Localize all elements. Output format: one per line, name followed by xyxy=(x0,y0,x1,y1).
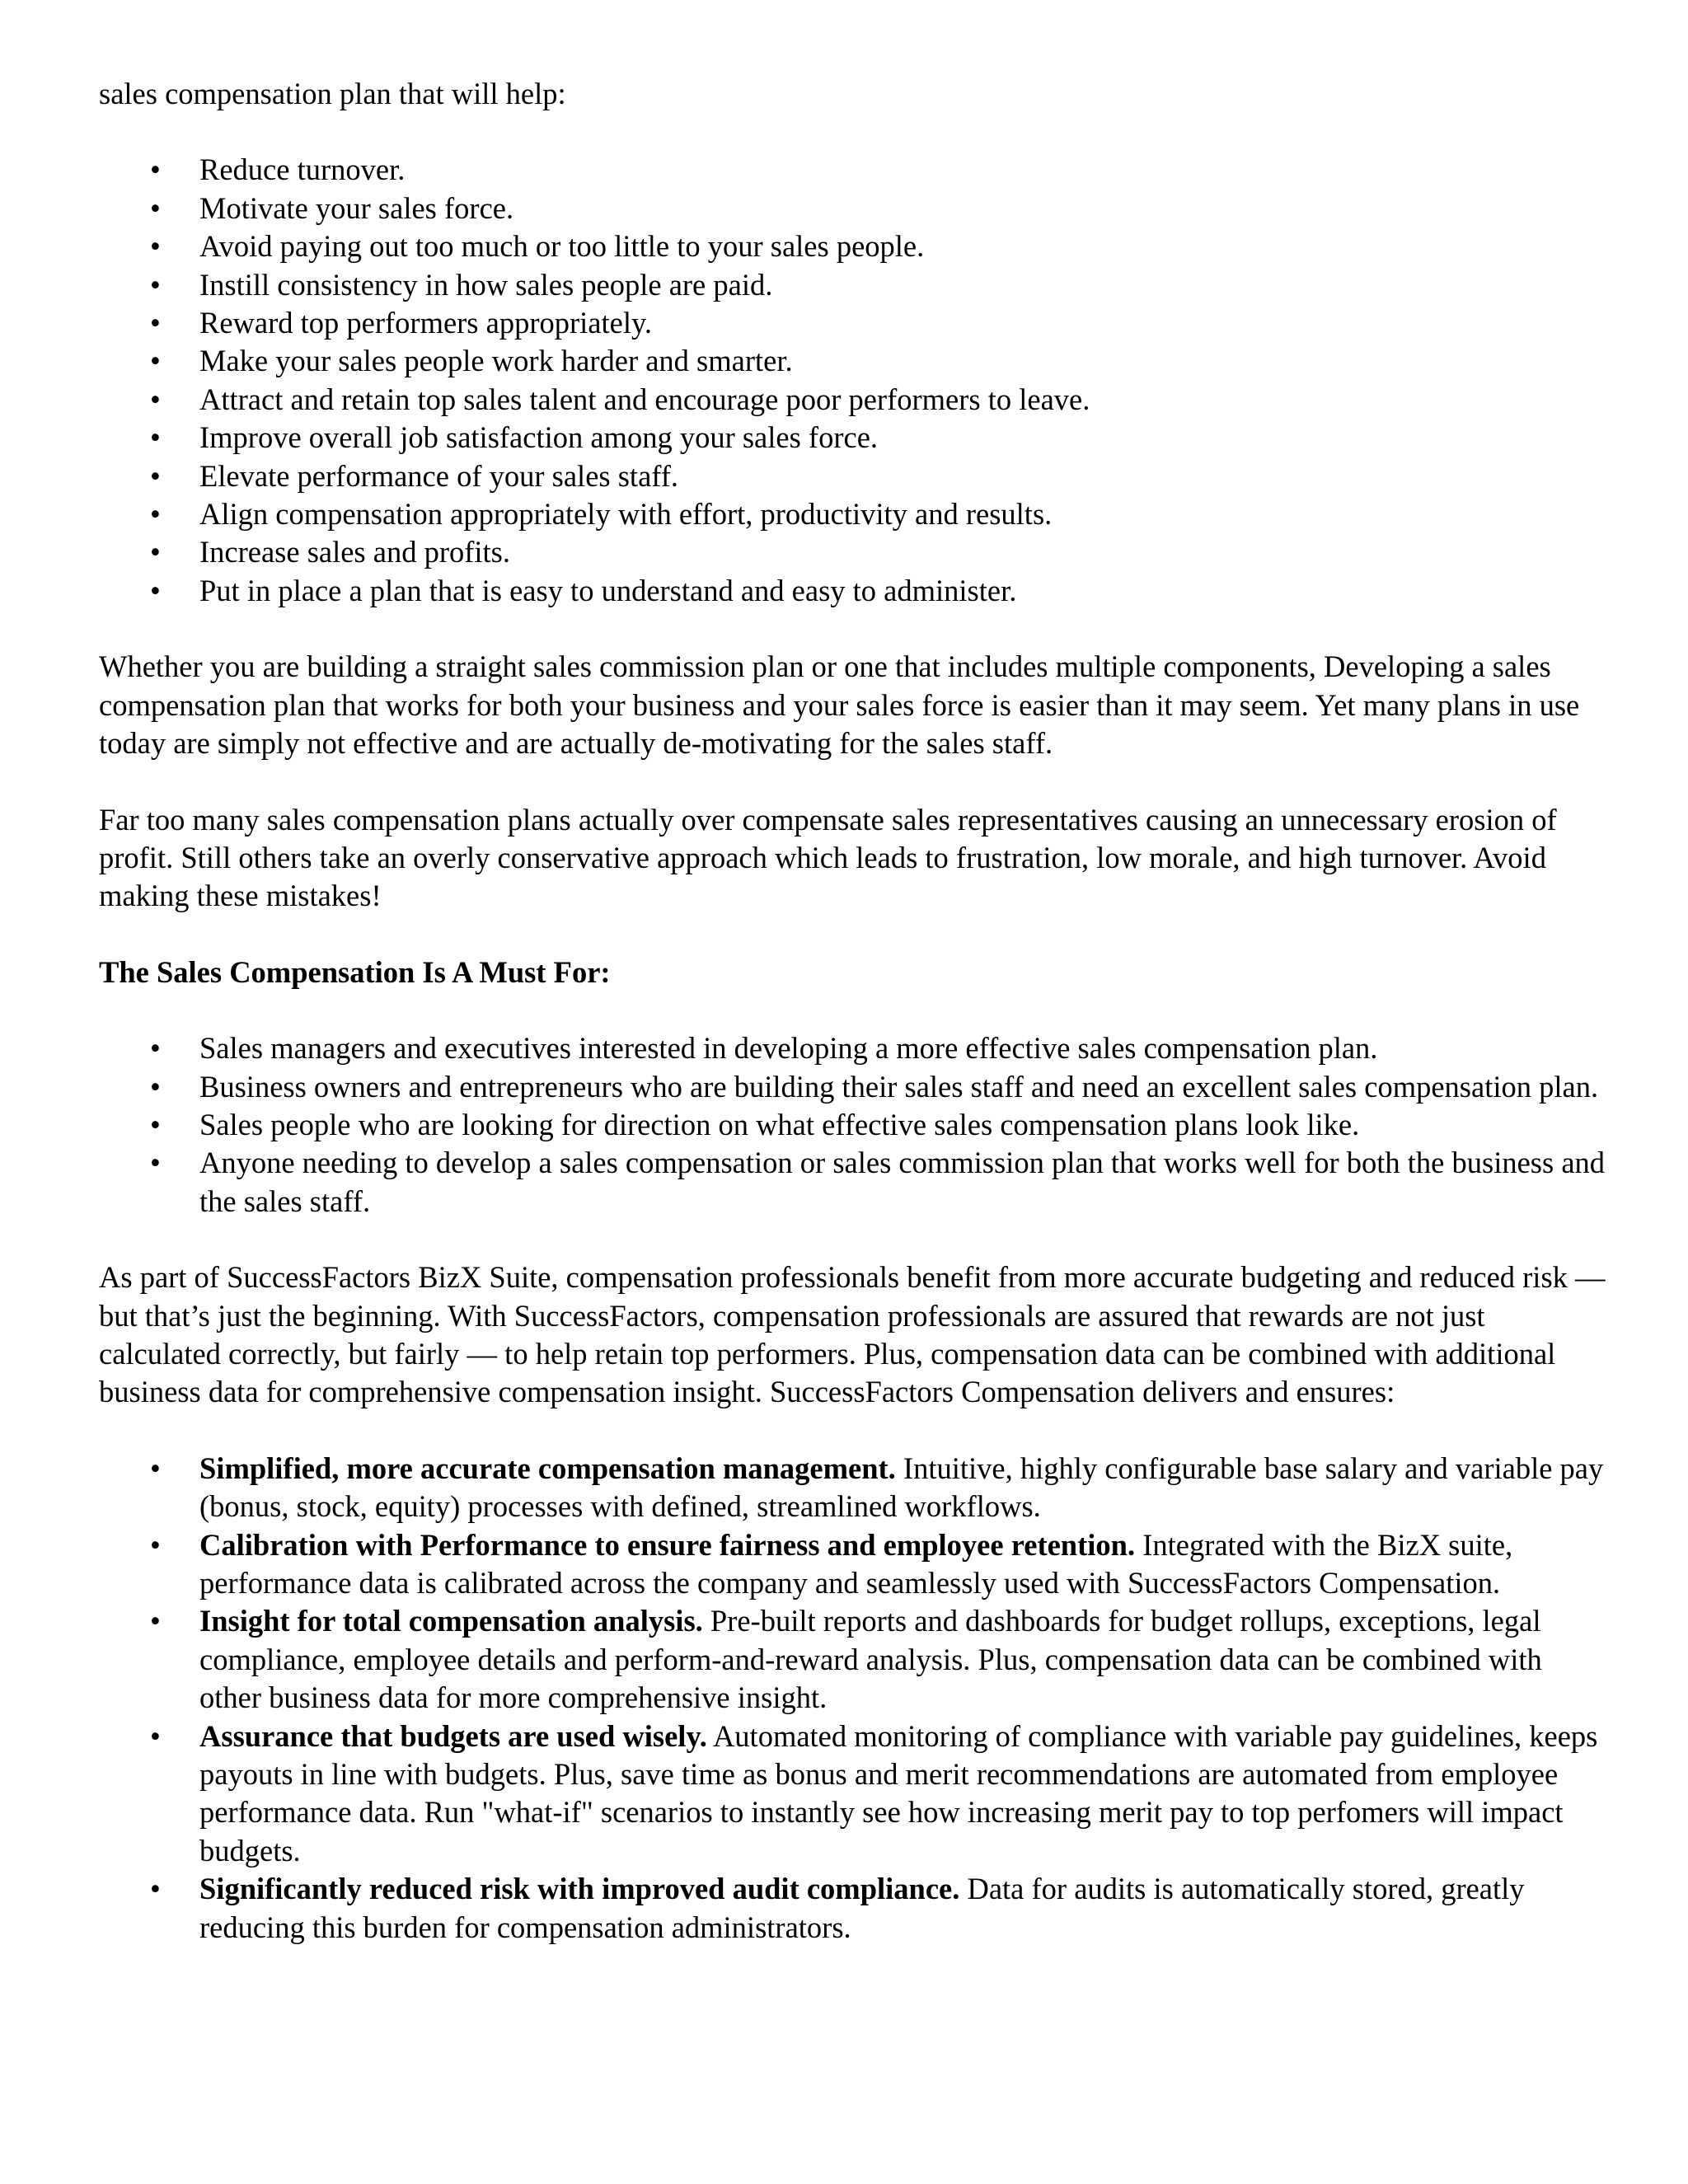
list-item: • Sales people who are looking for direction on what effective sales compensation plans look like. xyxy=(99,1106,1607,1144)
feature-text: Intuitive, highly configurable base salary and variable pay (bonus, stock, equity) processes with defined, streamlined workflows. xyxy=(199,1451,1604,1524)
benefits-list xyxy=(99,151,1607,610)
list-item: • Improve overall job satisfaction among your sales force. xyxy=(99,419,1607,457)
list-item: • Anyone needing to develop a sales compensation or sales commission plan that works well for both the business and the sales staff. xyxy=(99,1144,1607,1221)
list-item: • Reduce turnover. xyxy=(99,151,1607,189)
feature-title: Assurance that budgets are used wisely. xyxy=(199,1718,707,1753)
feature-item xyxy=(99,1602,1607,1717)
paragraph-overcompensation: Far too many sales compensation plans actually over compensate sales representatives causing an unnecessary erosion of profit. Still others take an overly conservative approach which leads to frustration, low morale, and high turnover. Avoid making these mistakes! xyxy=(99,802,1557,913)
feature-title: Significantly reduced risk with improved audit compliance. xyxy=(199,1872,960,1906)
feature-item xyxy=(99,1870,1607,1947)
feature-text: Data for audits is automatically stored, greatly reducing this burden for compensation administrators. xyxy=(199,1872,1525,1944)
feature-title: Insight for total compensation analysis. xyxy=(199,1604,703,1638)
list-item: • Increase sales and profits. xyxy=(99,533,1607,571)
list-item: • Reward top performers appropriately. xyxy=(99,304,1607,342)
feature-text: Integrated with the BizX suite, performance data is calibrated across the company and seamlessly used with SuccessFactors Compensation. xyxy=(199,1527,1513,1600)
list-item: • Motivate your sales force. xyxy=(99,190,1607,227)
feature-item xyxy=(99,1526,1607,1603)
feature-item xyxy=(99,1718,1607,1871)
list-item: • Elevate performance of your sales staff. xyxy=(99,457,1607,495)
list-item: • Make your sales people work harder and smarter. xyxy=(99,342,1607,380)
paragraph-plan-building: Whether you are building a straight sales commission plan or one that includes multiple components, Developing a sales compensation plan that works for both your business and your sales force is easier than it may seem. Yet many plans in use today are simply not effective and are actually de-motivating for the sales staff. xyxy=(99,649,1580,761)
list-item: • Align compensation appropriately with effort, productivity and results. xyxy=(99,495,1607,533)
list-item: • Sales managers and executives interested in developing a more effective sales compensation plan. xyxy=(99,1029,1607,1067)
list-item: • Business owners and entrepreneurs who are building their sales staff and need an excellent sales compensation plan. xyxy=(99,1068,1607,1106)
feature-text: Pre-built reports and dashboards for budget rollups, exceptions, legal compliance, employee details and perform-and-reward analysis. Plus, compensation data can be combined with other business data for more comprehensive insight. xyxy=(199,1604,1542,1715)
features-list xyxy=(99,1450,1607,1947)
list-item: • Attract and retain top sales talent and encourage poor performers to leave. xyxy=(99,381,1607,419)
list-item: • Instill consistency in how sales people are paid. xyxy=(99,266,1607,304)
document-page xyxy=(99,0,1607,1947)
feature-text: Automated monitoring of compliance with variable pay guidelines, keeps payouts in line with budgets. Plus, save time as bonus and merit recommendations are automated from employee performance data. Run "what-if" scenarios to instantly see how increasing merit pay to top perfomers will impact budgets. xyxy=(199,1718,1598,1868)
section-heading xyxy=(99,954,1607,991)
intro-line: sales compensation plan that will help: xyxy=(99,77,566,110)
list-item: • Put in place a plan that is easy to understand and easy to administer. xyxy=(99,572,1607,610)
feature-title: Calibration with Performance to ensure fairness and employee retention. xyxy=(199,1527,1136,1562)
feature-item xyxy=(99,1450,1607,1526)
paragraph-successfactors: As part of SuccessFactors BizX Suite, compensation professionals benefit from more accurate budgeting and reduced risk — but that’s just the beginning. With SuccessFactors, compensation professionals are assured that rewards are not just calculated correctly, but fairly — to help retain top performers. Plus, compensation data can be combined with additional business data for comprehensive compensation insight. SuccessFactors Compensation delivers and ensures: xyxy=(99,1260,1606,1409)
feature-title: Simplified, more accurate compensation management. xyxy=(199,1451,896,1485)
audience-list xyxy=(99,1029,1607,1221)
section-heading-text: The Sales Compensation Is A Must For: xyxy=(99,954,611,989)
list-item: • Avoid paying out too much or too little to your sales people. xyxy=(99,227,1607,265)
